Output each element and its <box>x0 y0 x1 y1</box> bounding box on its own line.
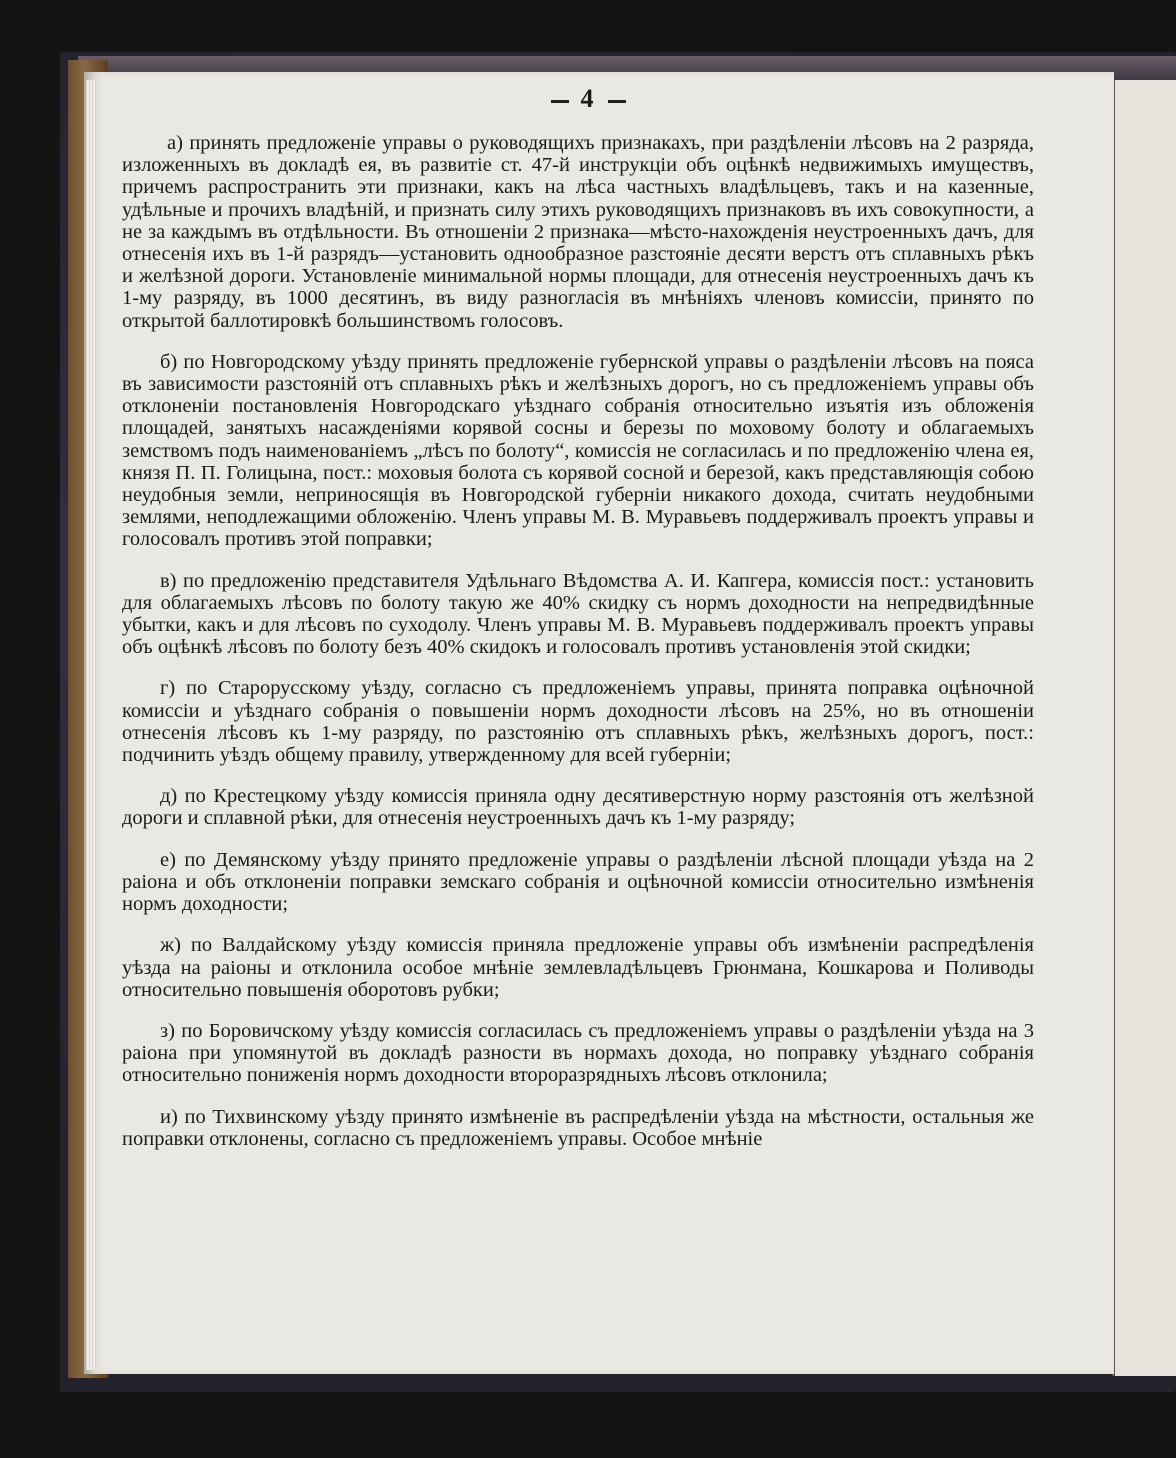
page-number <box>0 84 1176 114</box>
body-text <box>122 132 1034 1150</box>
next-page-edge <box>1112 80 1176 1376</box>
paragraph-v: в) по предложенію представителя Удѣльнаго Вѣдомства А. И. Капгера, комиссія пост.: установить для облагаемыхъ лѣсовъ по болоту такую же 40% скидку съ нормъ доходности на непредвидѣнные убытки, какъ и для лѣсовъ по суходолу. Членъ управы М. В. Муравьевъ поддерживалъ проектъ управы объ оцѣнкѣ лѣсовъ по болоту безъ 40% скидокъ и голосовалъ противъ установленія этой скидки; <box>122 569 1034 659</box>
paragraph-z: з) по Боровичскому уѣзду комиссія согласилась съ предложеніемъ управы о раздѣленіи уѣзда на 3 раіона при упомянутой въ докладѣ разности въ нормахъ дохода, но поправку уѣзднаго собранія относительно пониженія нормъ доходности второразрядныхъ лѣсовъ отклонила; <box>122 1019 1034 1087</box>
page-stack-edge <box>86 80 96 1370</box>
paragraph-g: г) по Старорусскому уѣзду, согласно съ предложеніемъ управы, принята поправка оцѣночной комиссіи и уѣзднаго собранія о повышеніи нормъ доходности лѣсовъ на 25%, но въ отношеніи отнесенія лѣсовъ къ 1-му разряду, по разстоянію отъ сплавныхъ рѣкъ, желѣзныхъ дорогъ, пост.: подчинить уѣздъ общему правилу, утвержденному для всей губерніи; <box>122 677 1034 767</box>
paragraph-e: е) по Демянскому уѣзду принято предложеніе управы о раздѣленіи лѣсной площади уѣзда на 2 раіона и объ отклоненіи поправки земскаго собранія и оцѣночной комиссіи относительно измѣненія нормъ доходности; <box>122 848 1034 916</box>
paragraph-a: а) принять предложеніе управы о руководящихъ признакахъ, при раздѣленіи лѣсовъ на 2 разряда, изложенныхъ въ докладѣ ея, въ развитіе ст. 47-й инструкціи объ оцѣнкѣ недвижимыхъ имуществъ, причемъ распространить эти признаки, какъ на лѣса частныхъ владѣльцевъ, такъ и на казенные, удѣльные и прочихъ владѣній, и признать силу этихъ руководящихъ признаковъ въ ихъ совокупности, а не за каждымъ въ отдѣльности. Въ отношеніи 2 признака—мѣсто-нахожденія неустроенныхъ дачъ, для отнесенія ихъ въ 1-й разрядъ—установить однообразное разстояніе десяти верстъ отъ сплавныхъ рѣкъ и желѣзной дороги. Установленіе минимальной нормы площади, для отнесенія неустроенныхъ дачъ къ 1-му разряду, въ 1000 десятинъ, въ виду разногласія въ мнѣніяхъ членовъ комиссіи, принято по открытой баллотировкѣ большинствомъ голосовъ. <box>122 132 1034 332</box>
paragraph-b: б) по Новгородскому уѣзду принять предложеніе губернской управы о раздѣленіи лѣсовъ на пояса въ зависимости разстояній отъ сплавныхъ рѣкъ и желѣзныхъ дорогъ, но съ предложеніемъ управы объ отклоненіи постановленія Новгородскаго уѣзднаго собранія относительно изъятія изъ обложенія площадей, занятыхъ насажденіями корявой сосны и березы по моховому болоту и облагаемыхъ земствомъ подъ наименованіемъ „лѣсъ по болоту“, комиссія не согласилась и по предложенію члена ея, князя П. П. Голицына, пост.: моховыя болота съ корявой сосной и березой, какъ представляющія собою неудобныя земли, неприносящія въ Новгородской губерніи никакого дохода, считать неудобными землями, неподлежащими обложенію. Членъ управы М. В. Муравьевъ поддерживалъ проектъ управы и голосовалъ противъ этой поправки; <box>122 350 1034 551</box>
paragraph-d: д) по Крестецкому уѣзду комиссія приняла одну десятиверстную норму разстоянія отъ желѣзной дороги и сплавной рѣки, для отнесенія неустроенныхъ дачъ къ 1-му разряду; <box>122 785 1034 830</box>
page-number-value: 4 <box>580 84 596 113</box>
page-number-dash <box>551 100 569 103</box>
page-number-dash <box>608 100 626 103</box>
paragraph-i: и) по Тихвинскому уѣзду принято измѣненіе въ распредѣленіи уѣзда на мѣстности, остальныя же поправки отклонены, согласно съ предложеніемъ управы. Особое мнѣніе <box>122 1105 1034 1150</box>
paragraph-zh: ж) по Валдайскому уѣзду комиссія приняла предложеніе управы объ измѣненіи распредѣленія уѣзда на раіоны и отклонила особое мнѣніе землевладѣльцевъ Грюнмана, Кошкарова и Поливоды относительно повышенія оборотовъ рубки; <box>122 934 1034 1001</box>
